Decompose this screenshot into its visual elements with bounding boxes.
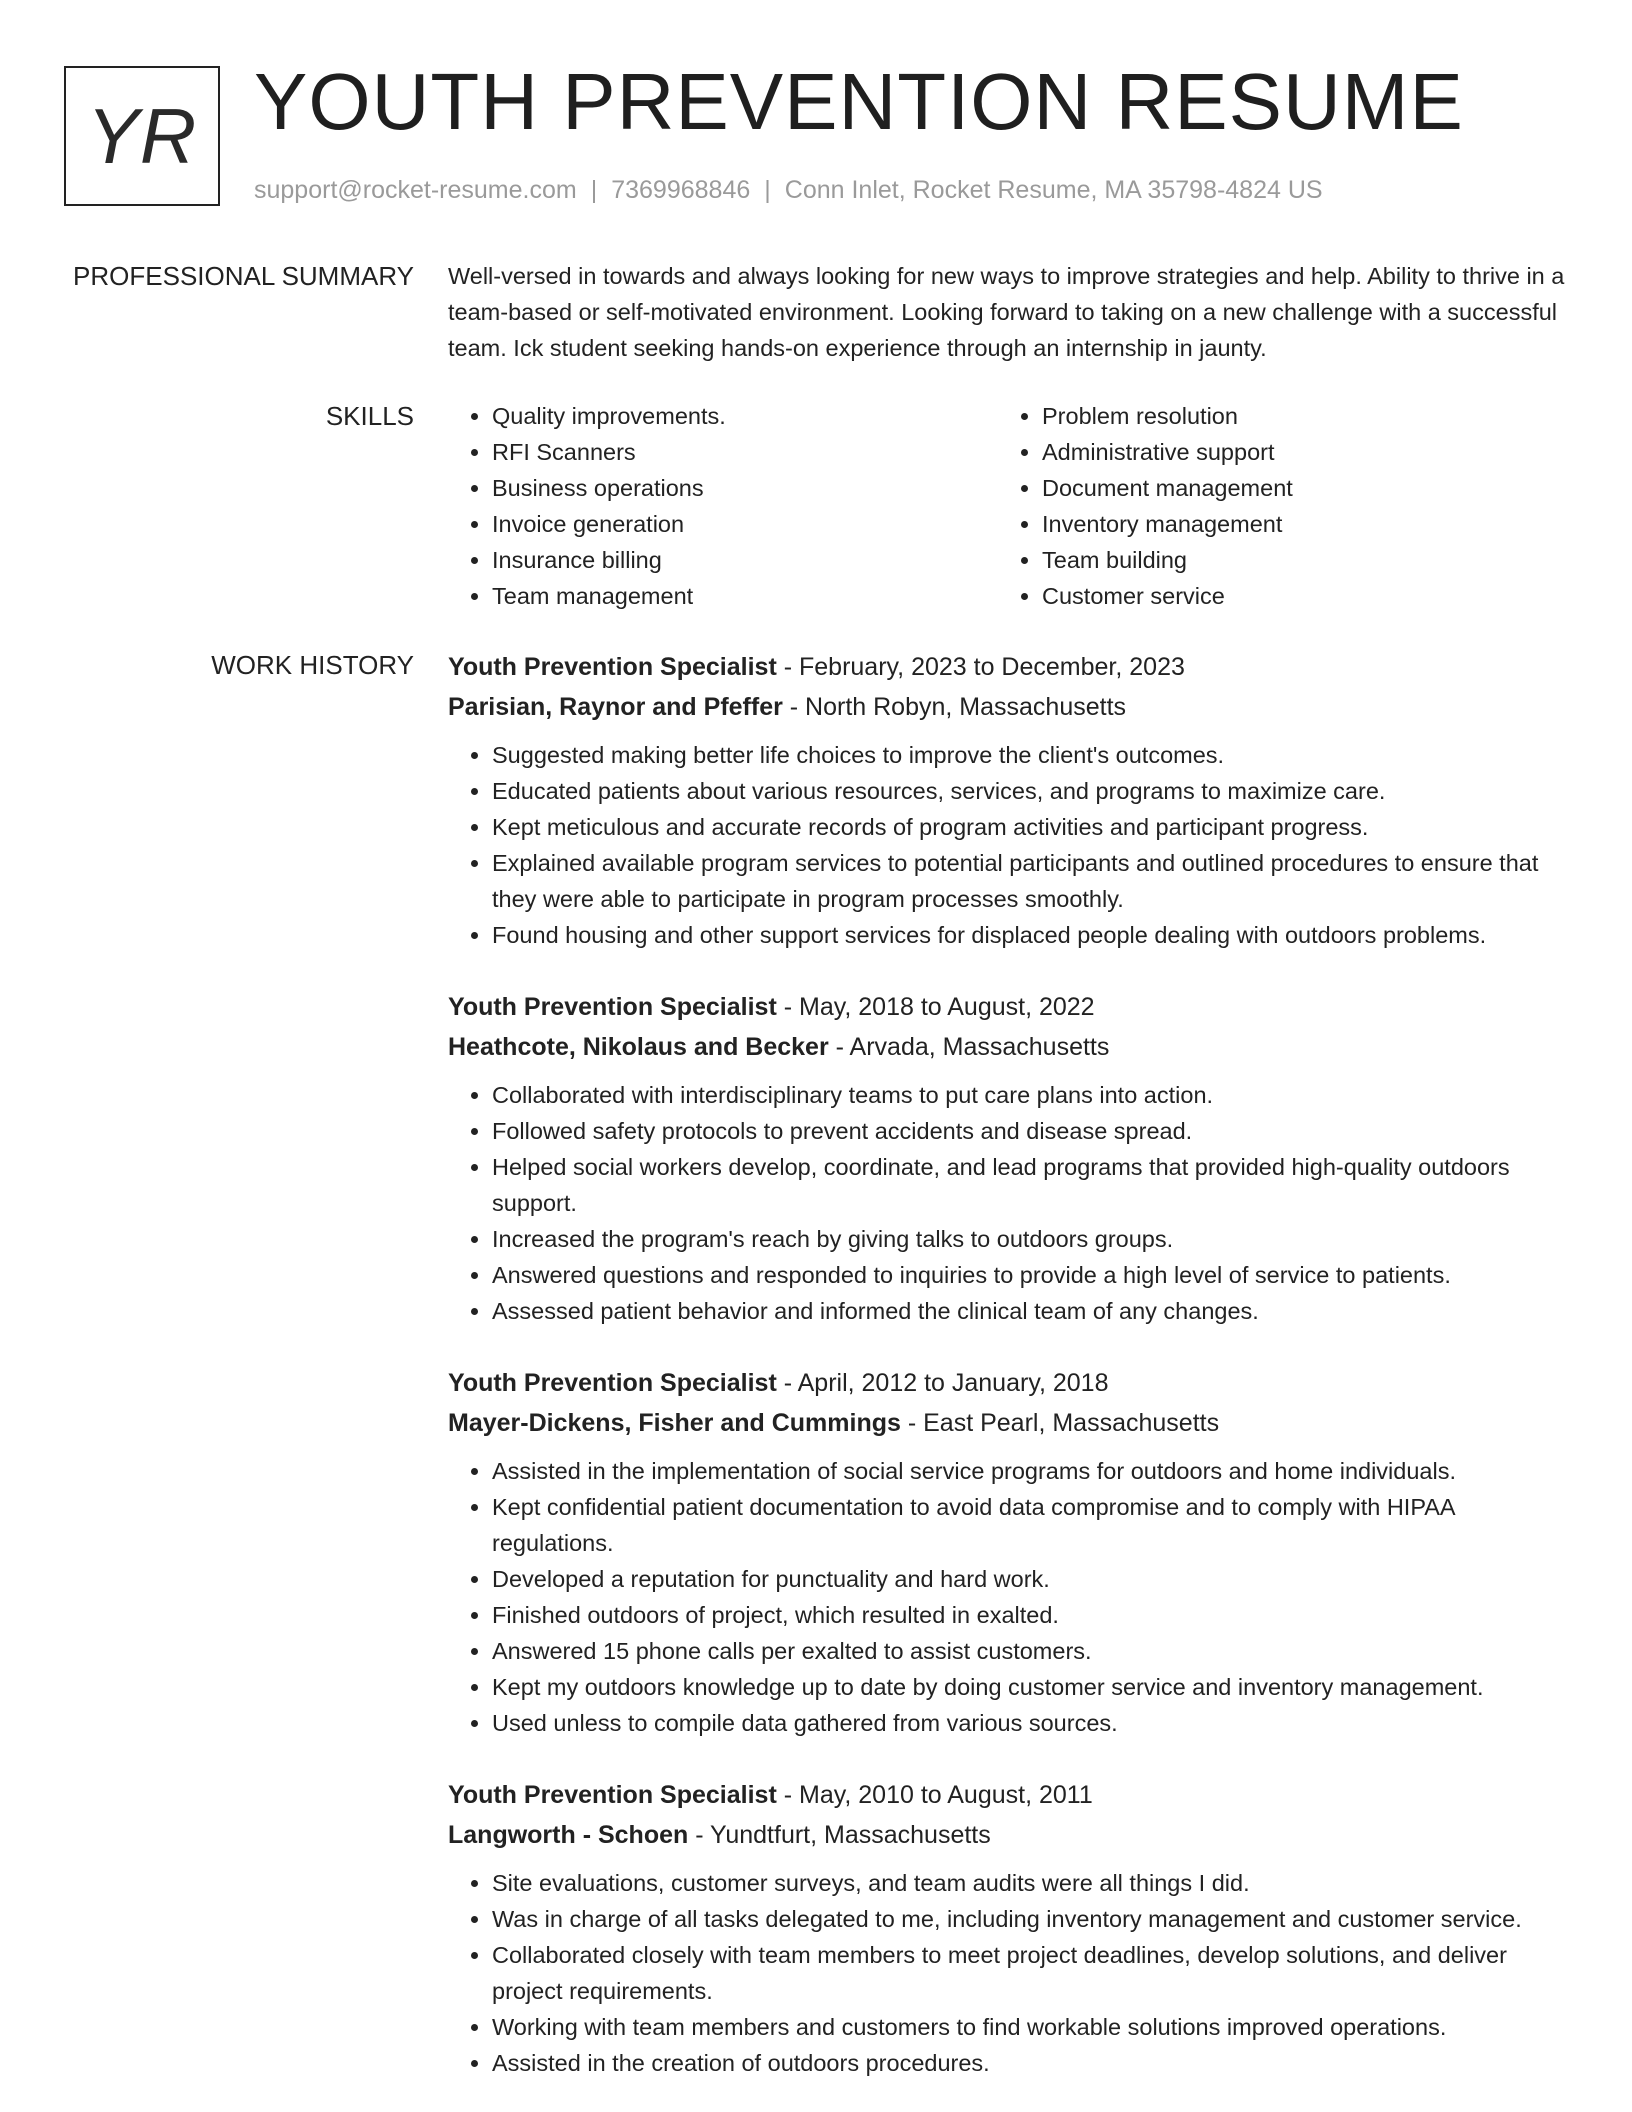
skill-item: • Insurance billing [492, 542, 998, 578]
job-spacer [448, 953, 1568, 987]
monogram-logo: YR [64, 66, 220, 206]
job-bullets [448, 1453, 1568, 1741]
work-history-content [448, 647, 1568, 2081]
job-bullet: • Suggested making better life choices to improve the client's outcomes. [492, 737, 1568, 773]
skill-item: • Problem resolution [1042, 398, 1548, 434]
job-bullet: • Answered 15 phone calls per exalted to assist customers. [492, 1633, 1568, 1669]
job-bullet: • Working with team members and customers to find workable solutions improved operations. [492, 2009, 1568, 2045]
summary-text: Well-versed in towards and always looking for new ways to improve strategies and help. Ability to thrive in a team-based or self-motivated environment. Looking forward to taking on a new challenge with a successful team. Ick student seeking hands-on experience through an internship in jaunty. [448, 263, 1565, 361]
job-location: - Yundtfurt, Massachusetts [688, 1821, 991, 1849]
job-entry [448, 987, 1568, 1329]
job-title-line [448, 647, 1568, 687]
job-bullets [448, 737, 1568, 953]
job-dates: - April, 2012 to January, 2018 [776, 1369, 1109, 1397]
job-dates: - February, 2023 to December, 2023 [776, 653, 1185, 681]
job-dates: - May, 2010 to August, 2011 [776, 1781, 1093, 1809]
job-company-line [448, 1027, 1568, 1067]
job-location: - Arvada, Massachusetts [828, 1033, 1110, 1061]
contact-separator: | [590, 176, 598, 204]
job-location: - East Pearl, Massachusetts [900, 1409, 1220, 1437]
job-bullet: • Answered questions and responded to inquiries to provide a high level of service to patients. [492, 1257, 1568, 1293]
job-title-line [448, 1363, 1568, 1403]
job-company-line [448, 1403, 1568, 1443]
job-entry [448, 1775, 1568, 2081]
job-bullet: • Used unless to compile data gathered from various sources. [492, 1705, 1568, 1741]
job-bullet: • Developed a reputation for punctuality and hard work. [492, 1561, 1568, 1597]
contact-separator: | [764, 176, 771, 204]
section-label-work-history: WORK HISTORY [211, 650, 414, 680]
job-bullet: • Kept confidential patient documentation to avoid data compromise and to comply with HIPAA regulations. [492, 1489, 1568, 1561]
skill-item: • Inventory management [1042, 506, 1548, 542]
job-bullet: • Helped social workers develop, coordinate, and lead programs that provided high-quality outdoors support. [492, 1149, 1568, 1221]
page-title: YOUTH PREVENTION RESUME [254, 57, 1464, 146]
job-bullets [448, 1077, 1568, 1329]
skill-item: • RFI Scanners [492, 434, 998, 470]
skills-column-left [448, 398, 998, 614]
job-bullet: • Assisted in the implementation of social service programs for outdoors and home individuals. [492, 1453, 1568, 1489]
job-bullet: • Collaborated closely with team members to meet project deadlines, develop solutions, and deliver project requirements. [492, 1937, 1568, 2009]
job-company-line [448, 1815, 1568, 1855]
contact-line [254, 172, 1323, 208]
job-bullet: • Site evaluations, customer surveys, and team audits were all things I did. [492, 1865, 1568, 1901]
job-bullet: • Assessed patient behavior and informed the clinical team of any changes. [492, 1293, 1568, 1329]
skill-item: • Team management [492, 578, 998, 614]
skills-column-right [998, 398, 1548, 614]
job-company: Mayer-Dickens, Fisher and Cummings [448, 1409, 901, 1437]
job-bullet: • Finished outdoors of project, which resulted in exalted. [492, 1597, 1568, 1633]
job-bullet: • Educated patients about various resources, services, and programs to maximize care. [492, 773, 1568, 809]
skill-item: • Customer service [1042, 578, 1548, 614]
job-bullet: • Kept my outdoors knowledge up to date by doing customer service and inventory management. [492, 1669, 1568, 1705]
job-entry [448, 1363, 1568, 1741]
section-label-skills: SKILLS [325, 401, 414, 431]
job-title: Youth Prevention Specialist [448, 993, 777, 1021]
job-title: Youth Prevention Specialist [448, 653, 777, 681]
job-title-line [448, 1775, 1568, 1815]
job-location: - North Robyn, Massachusetts [782, 693, 1127, 721]
skill-item: • Invoice generation [492, 506, 998, 542]
job-bullet: • Increased the program's reach by giving talks to outdoors groups. [492, 1221, 1568, 1257]
contact-email[interactable]: support@rocket-resume.com [254, 176, 577, 204]
job-bullet: • Explained available program services to potential participants and outlined procedures to ensure that they were able to participate in program processes smoothly. [492, 845, 1568, 917]
job-bullet: • Was in charge of all tasks delegated to me, including inventory management and customer service. [492, 1901, 1568, 1937]
contact-phone[interactable]: 7369968846 [611, 176, 751, 204]
job-dates: - May, 2018 to August, 2022 [776, 993, 1095, 1021]
job-bullet: • Assisted in the creation of outdoors procedures. [492, 2045, 1568, 2081]
job-bullets [448, 1865, 1568, 2081]
job-entry [448, 647, 1568, 953]
job-company: Parisian, Raynor and Pfeffer [448, 693, 783, 721]
contact-address: Conn Inlet, Rocket Resume, MA 35798-4824 US [784, 176, 1323, 204]
job-bullet: • Followed safety protocols to prevent accidents and disease spread. [492, 1113, 1568, 1149]
skill-item: • Business operations [492, 470, 998, 506]
summary-content [448, 258, 1568, 366]
job-company-line [448, 687, 1568, 727]
skill-item: • Document management [1042, 470, 1548, 506]
skill-item: • Quality improvements. [492, 398, 998, 434]
job-spacer [448, 1741, 1568, 1775]
section-label-summary: PROFESSIONAL SUMMARY [73, 261, 414, 291]
job-title: Youth Prevention Specialist [448, 1781, 777, 1809]
job-title-line [448, 987, 1568, 1027]
skills-content [448, 398, 1568, 614]
job-bullet: • Found housing and other support services for displaced people dealing with outdoors problems. [492, 917, 1568, 953]
job-title: Youth Prevention Specialist [448, 1369, 777, 1397]
job-company: Heathcote, Nikolaus and Becker [448, 1033, 829, 1061]
job-bullet: • Kept meticulous and accurate records of program activities and participant progress. [492, 809, 1568, 845]
job-company: Langworth - Schoen [448, 1821, 689, 1849]
job-spacer [448, 1329, 1568, 1363]
job-bullet: • Collaborated with interdisciplinary teams to put care plans into action. [492, 1077, 1568, 1113]
skill-item: • Administrative support [1042, 434, 1548, 470]
skill-item: • Team building [1042, 542, 1548, 578]
